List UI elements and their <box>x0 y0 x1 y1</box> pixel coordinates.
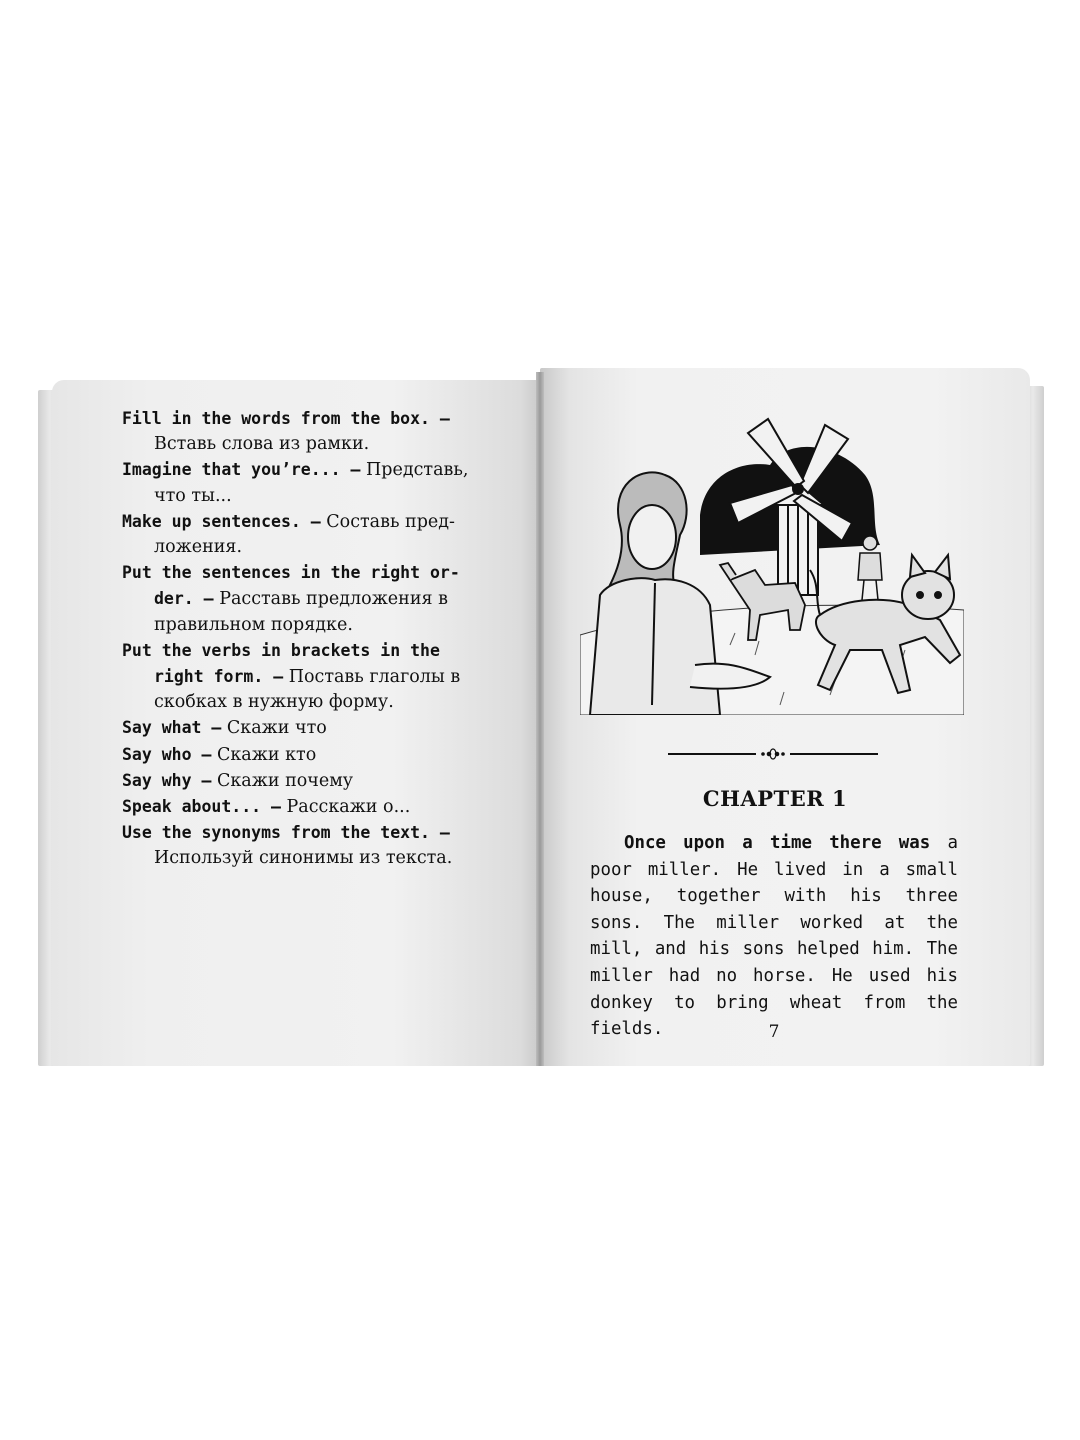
gloss-english: Say what — <box>122 718 222 738</box>
gloss-english: Put the verbs in brackets in the <box>122 640 440 660</box>
gloss-english: Imagine that you’re... — <box>122 460 361 480</box>
windmill-boy-donkey-cat-illustration <box>580 405 964 715</box>
gloss-english: Use the synonyms from the text. — <box>122 823 450 843</box>
gloss-russian: Скажи что <box>226 718 327 739</box>
book-gutter <box>536 372 544 1066</box>
gloss-russian-cont: скобках в нужную форму. <box>154 692 394 713</box>
gloss-english: Say who — <box>122 744 212 764</box>
page-number: 7 <box>768 1022 780 1042</box>
gloss-english: Make up sentences. — <box>122 511 321 531</box>
gloss-russian: Вставь слова из рамки. <box>154 434 370 455</box>
gloss-english: Say why — <box>122 770 212 790</box>
chapter-title: CHAPTER 1 <box>702 786 848 811</box>
gloss-english-cont: right form. — <box>154 667 284 687</box>
gloss-russian: Используй синонимы из текста. <box>154 848 453 869</box>
gloss-item <box>122 768 474 794</box>
gloss-item <box>122 638 474 716</box>
story-lead: Once upon a time there was <box>624 833 931 853</box>
gloss-russian: Расскажи о... <box>286 797 411 818</box>
gloss-russian: Расставь предложения в <box>219 589 448 610</box>
gloss-russian-cont: что ты... <box>154 485 232 506</box>
story-paragraph <box>590 830 958 1043</box>
gloss-item <box>122 509 474 560</box>
gloss-russian: Представь, <box>366 460 469 481</box>
gloss-russian: Составь пред- <box>326 511 455 532</box>
gloss-russian: Поставь глаголы в <box>288 667 461 688</box>
gloss-item <box>122 742 474 768</box>
gloss-item <box>122 457 474 508</box>
gloss-item <box>122 820 474 871</box>
gloss-russian-cont: ложения. <box>154 537 243 558</box>
gloss-english: Speak about... — <box>122 797 281 817</box>
gloss-russian-cont: правильном порядке. <box>154 614 353 635</box>
gloss-russian: Скажи кто <box>216 744 317 765</box>
story-text: a poor miller. He lived in a small house, together with his three sons. The miller worked at the mill, and his sons helped him. The miller had no horse. He used his donkey to bring wheat from the fields. <box>590 833 958 1040</box>
gloss-english: Fill in the words from the box. — <box>122 409 450 428</box>
instructions-glossary <box>122 406 474 872</box>
gloss-item <box>122 560 474 638</box>
chapter-ornament-divider <box>668 748 878 760</box>
gloss-item <box>122 715 474 741</box>
gloss-english-cont: der. — <box>154 589 214 609</box>
gloss-russian: Скажи почему <box>216 770 354 791</box>
gloss-item <box>122 406 474 457</box>
gloss-english: Put the sentences in the right or- <box>122 563 460 583</box>
gloss-item <box>122 794 474 820</box>
